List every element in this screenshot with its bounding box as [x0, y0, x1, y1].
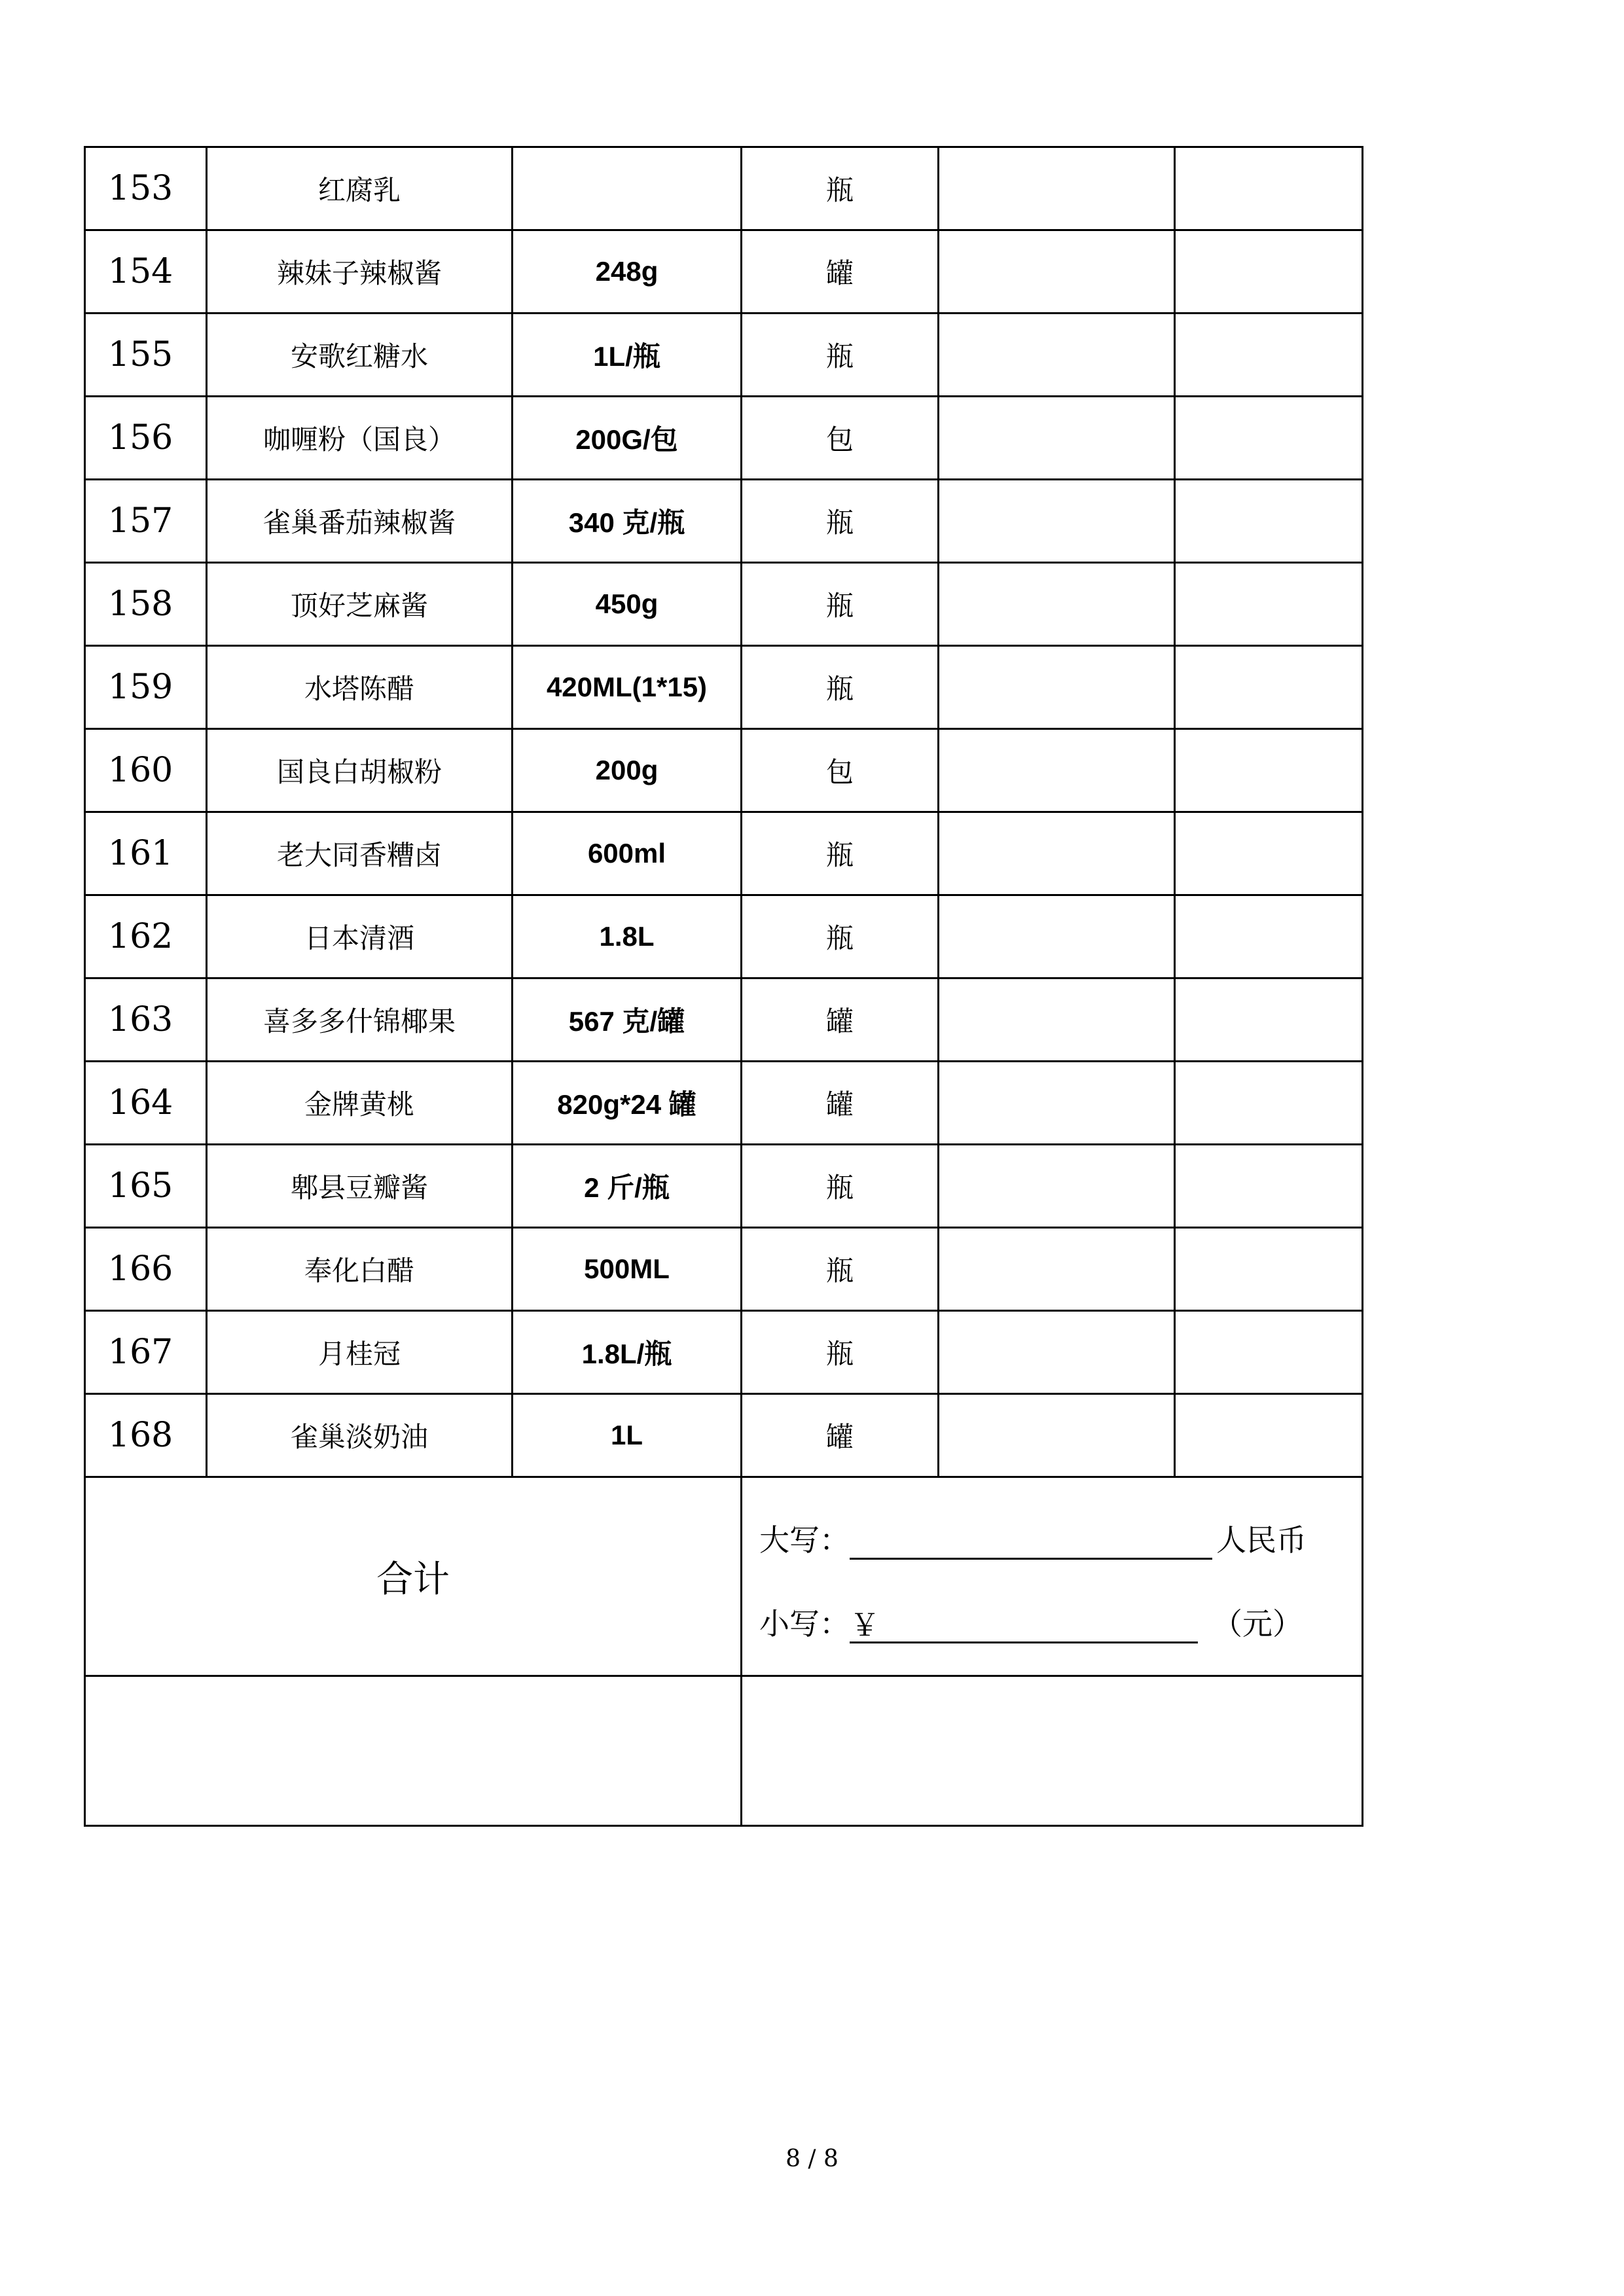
item-name: 顶好芝麻酱: [207, 563, 513, 646]
item-spec: 200G/包: [513, 397, 742, 480]
row-number: 154: [85, 230, 207, 314]
item-unit: 罐: [742, 1062, 939, 1145]
item-unit: 罐: [742, 978, 939, 1062]
table-row: [85, 230, 1363, 314]
item-unit: 瓶: [742, 563, 939, 646]
amount-cell[interactable]: [1175, 895, 1363, 978]
item-name: 雀巢淡奶油: [207, 1394, 513, 1477]
item-unit: 瓶: [742, 1228, 939, 1311]
row-number: 162: [85, 895, 207, 978]
capital-amount-label: 大写：: [759, 1522, 850, 1558]
unit-price-cell[interactable]: [939, 812, 1175, 895]
amount-cell[interactable]: [1175, 314, 1363, 397]
unit-price-cell[interactable]: [939, 646, 1175, 729]
numeric-amount-line: [759, 1594, 1362, 1643]
table-row: [85, 646, 1363, 729]
numeric-amount-label: 小写：: [759, 1605, 850, 1641]
total-row: [85, 1477, 1363, 1676]
price-table: [84, 146, 1363, 1827]
row-number: 167: [85, 1311, 207, 1394]
item-name: 日本清酒: [207, 895, 513, 978]
row-number: 158: [85, 563, 207, 646]
item-name: 月桂冠: [207, 1311, 513, 1394]
unit-price-cell[interactable]: [939, 729, 1175, 812]
amount-cell[interactable]: [1175, 1311, 1363, 1394]
item-unit: 瓶: [742, 147, 939, 230]
amount-cell[interactable]: [1175, 147, 1363, 230]
item-spec: [513, 147, 742, 230]
item-unit: 包: [742, 729, 939, 812]
row-number: 164: [85, 1062, 207, 1145]
table-row: [85, 895, 1363, 978]
row-number: 155: [85, 314, 207, 397]
page-number: 8 / 8: [785, 2145, 839, 2172]
amount-cell[interactable]: [1175, 1062, 1363, 1145]
unit-price-cell[interactable]: [939, 1311, 1175, 1394]
item-name: 辣妹子辣椒酱: [207, 230, 513, 314]
item-spec: 600ml: [513, 812, 742, 895]
item-spec: 567 克/罐: [513, 978, 742, 1062]
row-number: 160: [85, 729, 207, 812]
item-unit: 瓶: [742, 895, 939, 978]
amount-cell[interactable]: [1175, 397, 1363, 480]
item-unit: 包: [742, 397, 939, 480]
unit-price-cell[interactable]: [939, 397, 1175, 480]
row-number: 153: [85, 147, 207, 230]
table-row: [85, 480, 1363, 563]
item-name: 奉化白醋: [207, 1228, 513, 1311]
amount-cell[interactable]: [1175, 646, 1363, 729]
row-number: 163: [85, 978, 207, 1062]
table-row: [85, 397, 1363, 480]
table-row: [85, 1311, 1363, 1394]
item-spec: 420ML(1*15): [513, 646, 742, 729]
capital-amount-suffix: 人民币: [1216, 1522, 1307, 1558]
item-name: 国良白胡椒粉: [207, 729, 513, 812]
item-spec: 1.8L: [513, 895, 742, 978]
item-name: 喜多多什锦椰果: [207, 978, 513, 1062]
signature-cell-left[interactable]: [85, 1676, 742, 1826]
unit-price-cell[interactable]: [939, 895, 1175, 978]
table-row: [85, 314, 1363, 397]
unit-price-cell[interactable]: [939, 563, 1175, 646]
table-body: [85, 147, 1363, 1477]
table-row: [85, 1394, 1363, 1477]
signature-row: [85, 1676, 1363, 1826]
unit-price-cell[interactable]: [939, 314, 1175, 397]
amount-cell[interactable]: [1175, 1145, 1363, 1228]
table-row: [85, 1228, 1363, 1311]
item-name: 郫县豆瓣酱: [207, 1145, 513, 1228]
item-unit: 瓶: [742, 480, 939, 563]
capital-amount-field[interactable]: [850, 1523, 1212, 1560]
item-unit: 瓶: [742, 314, 939, 397]
item-unit: 瓶: [742, 1311, 939, 1394]
item-spec: 820g*24 罐: [513, 1062, 742, 1145]
table-row: [85, 563, 1363, 646]
unit-price-cell[interactable]: [939, 978, 1175, 1062]
amount-cell[interactable]: [1175, 1228, 1363, 1311]
numeric-amount-field[interactable]: [850, 1607, 1198, 1643]
row-number: 165: [85, 1145, 207, 1228]
item-name: 雀巢番茄辣椒酱: [207, 480, 513, 563]
table-row: [85, 729, 1363, 812]
item-unit: 瓶: [742, 812, 939, 895]
table-row: [85, 812, 1363, 895]
item-name: 水塔陈醋: [207, 646, 513, 729]
amount-cell[interactable]: [1175, 480, 1363, 563]
unit-price-cell[interactable]: [939, 1228, 1175, 1311]
currency-symbol: ￥: [850, 1607, 880, 1643]
unit-price-cell[interactable]: [939, 1062, 1175, 1145]
amount-cell[interactable]: [1175, 729, 1363, 812]
row-number: 168: [85, 1394, 207, 1477]
row-number: 157: [85, 480, 207, 563]
unit-price-cell[interactable]: [939, 230, 1175, 314]
table-row: [85, 1145, 1363, 1228]
unit-price-cell[interactable]: [939, 480, 1175, 563]
item-name: 咖喱粉（国良）: [207, 397, 513, 480]
table-row: [85, 147, 1363, 230]
item-unit: 罐: [742, 230, 939, 314]
amount-cell[interactable]: [1175, 812, 1363, 895]
amount-cell[interactable]: [1175, 1394, 1363, 1477]
table-row: [85, 1062, 1363, 1145]
row-number: 161: [85, 812, 207, 895]
row-number: 166: [85, 1228, 207, 1311]
unit-price-cell[interactable]: [939, 1394, 1175, 1477]
item-unit: 罐: [742, 1394, 939, 1477]
capital-amount-line: [759, 1510, 1362, 1560]
amount-cell[interactable]: [1175, 978, 1363, 1062]
item-spec: 1.8L/瓶: [513, 1311, 742, 1394]
table-row: [85, 978, 1363, 1062]
unit-price-cell[interactable]: [939, 1145, 1175, 1228]
item-unit: 瓶: [742, 1145, 939, 1228]
amount-cell[interactable]: [1175, 563, 1363, 646]
item-spec: 1L/瓶: [513, 314, 742, 397]
total-label: 合计: [85, 1477, 742, 1676]
item-name: 红腐乳: [207, 147, 513, 230]
item-spec: 500ML: [513, 1228, 742, 1311]
item-name: 安歌红糖水: [207, 314, 513, 397]
row-number: 159: [85, 646, 207, 729]
item-spec: 450g: [513, 563, 742, 646]
amount-cell[interactable]: [1175, 230, 1363, 314]
row-number: 156: [85, 397, 207, 480]
item-unit: 瓶: [742, 646, 939, 729]
unit-price-cell[interactable]: [939, 147, 1175, 230]
item-spec: 340 克/瓶: [513, 480, 742, 563]
total-amount-box: [742, 1477, 1363, 1676]
item-spec: 248g: [513, 230, 742, 314]
item-name: 金牌黄桃: [207, 1062, 513, 1145]
numeric-amount-suffix: （元）: [1212, 1605, 1303, 1641]
item-spec: 200g: [513, 729, 742, 812]
signature-cell-right[interactable]: [742, 1676, 1363, 1826]
item-name: 老大同香糟卤: [207, 812, 513, 895]
item-spec: 2 斤/瓶: [513, 1145, 742, 1228]
item-spec: 1L: [513, 1394, 742, 1477]
